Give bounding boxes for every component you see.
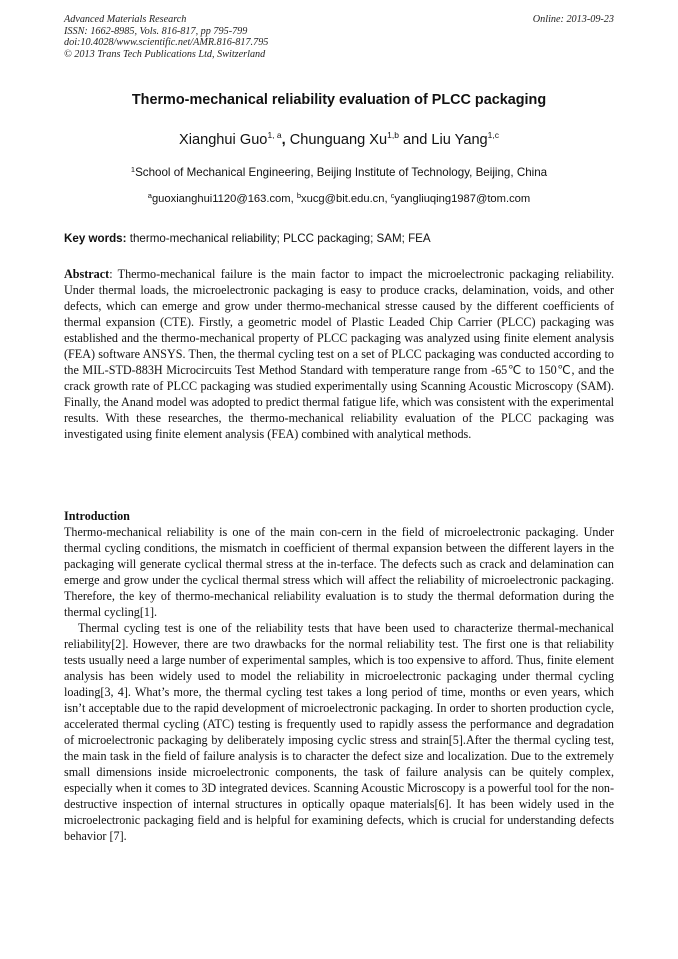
paper-title: Thermo-mechanical reliability evaluation of PLCC packaging <box>131 92 547 108</box>
keywords-text: thermo-mechanical reliability; PLCC packaging; SAM; FEA <box>126 232 431 245</box>
author-name: Chunguang Xu <box>289 132 388 148</box>
online-date: Online: 2013-09-23 <box>532 14 614 25</box>
email-mark: a <box>147 191 152 200</box>
journal-name: Advanced Materials Research <box>64 14 187 25</box>
issn-line: ISSN: 1662-8985, Vols. 816-817, pp 795-799 <box>64 25 248 37</box>
doi-line: doi:10.4028/www.scientific.net/AMR.816-817.795 <box>64 37 269 49</box>
email-mark: b <box>296 191 301 200</box>
keywords <box>64 232 614 246</box>
email-link[interactable]: guoxianghui1120@163.com, <box>151 193 297 205</box>
affiliation-mark: 1 <box>130 165 136 174</box>
section-heading-introduction: Introduction <box>64 509 130 523</box>
intro-paragraph-1: Thermo-mechanical reliability is one of the main con-cern in the field of microelectronic packaging. Under thermal cycling conditions, the mismatch in coefficient of thermal expansion between the different layers in the packaging will generate cyclical thermal stress at the in-terface. The defects such as crack and delamination can emerge and grow under the cyclical thermal stress which will affect the reliability of microelectronic packaging. Therefore, the key of thermo-mechanical reliability evaluation is to study the thermal deformation during the thermal cycling[1]. <box>64 525 614 619</box>
journal-header <box>64 14 268 60</box>
author-emails <box>0 192 678 206</box>
abstract-text: : Thermo-mechanical failure is the main factor to impact the microelectronic packaging reliability. Under thermal loads, the microelectronic packaging is easy to produce cracks, delamination, voids, and other defects, which can emerge and grow under thermo-mechanical stresse caused by the different coefficients of thermal expansion (CTE). Firstly, a geometric model of Plastic Leaded Chip Carrier (PLCC) packaging was established and the thermo-mechanical property of PLCC packaging was analyzed using finite element analysis (FEA) software ANSYS. Then, the thermal cycling test on a set of PLCC packaging was conducted according to the MIL-STD-883H Microcircuits Test Method Standard with temperature range from -65℃ to 150℃, and the crack growth rate of PLCC packaging was studied experimentally using Scanning Acoustic Microscopy (SAM). Finally, the Anand model was adopted to predict thermal fatigue life, which was consistent with the experimental results. With these researches, the thermo-mechanical reliability evaluation of the PLCC packaging was investigated using finite element analysis (FEA) combined with analytical methods. <box>64 267 614 441</box>
keywords-label: Key words: <box>64 232 127 245</box>
email-link[interactable]: xucg@bit.edu.cn, <box>301 193 391 205</box>
affiliation-text: School of Mechanical Engineering, Beijing Institute of Technology, Beijing, China <box>135 166 548 179</box>
author-affiliation-mark: 1, a <box>267 130 282 140</box>
author-separator: , <box>281 132 290 148</box>
author-list <box>0 131 678 149</box>
introduction-section <box>64 524 614 844</box>
copyright-line: © 2013 Trans Tech Publications Ltd, Switzerland <box>64 48 266 60</box>
author-name: Liu Yang <box>431 132 488 148</box>
affiliation <box>0 166 678 180</box>
author-name: Xianghui Guo <box>178 132 268 148</box>
author-affiliation-mark: 1,b <box>387 130 399 140</box>
email-link[interactable]: yangliuqing1987@tom.com <box>394 193 531 205</box>
abstract-label: Abstract <box>64 267 110 281</box>
intro-paragraph-2: Thermal cycling test is one of the reliability tests that have been used to characterize thermal-mechanical reliability[2]. However, there are two drawbacks for the normal reliability test. The first one is that reliability tests usually need a large number of experimental samples, which is too expensive to afford. Thus, finite element analysis has been widely used to model the reliability in microelectronic packaging under thermal cycling loading[3, 4]. What’s more, the thermal cycling test takes a long period of time, months or even years, which isn’t acceptable due to the rapid development of microelectronic packaging. In order to shorten production cycle, accelerated thermal cycling (ATC) testing is frequently used to rapidly assess the performance and degradation of microelectronic packaging by deliberately imposing cyclic stress and strain[5].After the thermal cycling test, the main task in the field of failure analysis is to character the defect size and localization. Due to the extremely small dimensions inside microelectronic components, the task of failure analysis can be quitely complex, especially when it comes to 3D integrated devices. Scanning Acoustic Microscopy is a powerful tool for the non-destructive inspection of internal structures in optically opaque materials[6]. It has been widely used in the microelectronic packaging field and is helpful for examining defects, which is crucial for understanding defects behavior [7]. <box>64 621 614 843</box>
abstract-section <box>64 266 614 442</box>
email-mark: c <box>390 191 395 200</box>
abstract-paragraph <box>64 266 614 442</box>
author-affiliation-mark: 1,c <box>487 130 500 140</box>
author-separator: and <box>398 132 432 148</box>
